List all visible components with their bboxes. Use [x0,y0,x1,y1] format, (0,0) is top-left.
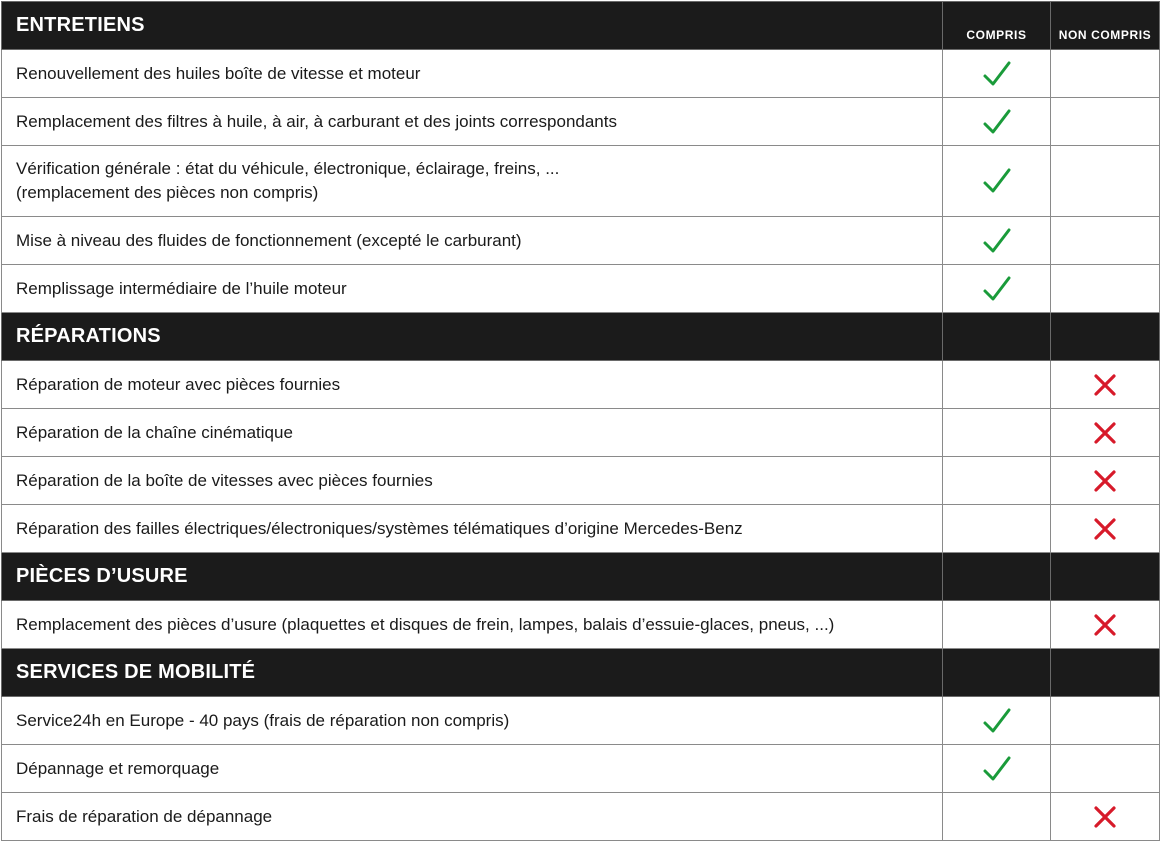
included-cell [943,601,1051,649]
description-line: Réparation de moteur avec pièces fournies [16,374,341,394]
cross-icon [1090,370,1120,400]
check-icon [982,59,1012,89]
description-line: Mise à niveau des fluides de fonctionnement (excepté le carburant) [16,230,522,250]
cross-icon [1090,610,1120,640]
excluded-cell [1051,361,1160,409]
excluded-cell [1051,601,1160,649]
included-cell [943,793,1051,841]
table-row [2,50,1160,98]
table-row [2,601,1160,649]
coverage-table-body [2,2,1160,841]
section-header-row [2,649,1160,697]
section-header-row [2,313,1160,361]
table-row [2,98,1160,146]
section-header-blank-cell [943,649,1051,697]
coverage-table [1,1,1160,841]
section-header-blank-cell [943,313,1051,361]
included-cell [943,457,1051,505]
description-line: Réparation de la boîte de vitesses avec pièces fournies [16,470,433,490]
included-cell [943,98,1051,146]
table-row [2,146,1160,217]
row-description [2,50,943,98]
check-icon [982,166,1012,196]
check-icon [982,226,1012,256]
excluded-cell [1051,697,1160,745]
included-cell [943,50,1051,98]
section-title: RÉPARATIONS [2,313,943,361]
table-row [2,217,1160,265]
section-header-row [2,553,1160,601]
section-header-blank-cell [943,553,1051,601]
section-header-blank-cell [1051,313,1160,361]
included-cell [943,265,1051,313]
row-description [2,217,943,265]
table-row [2,409,1160,457]
description-line: Réparation des failles électriques/électroniques/systèmes télématiques d’origine Mercedes-Benz [16,518,743,538]
row-description [2,601,943,649]
description-line: Réparation de la chaîne cinématique [16,422,293,442]
section-header-blank-cell [1051,553,1160,601]
included-cell [943,697,1051,745]
table-row [2,265,1160,313]
excluded-cell [1051,457,1160,505]
column-header-excluded: NON COMPRIS [1051,2,1160,50]
excluded-cell [1051,265,1160,313]
included-cell [943,146,1051,217]
description-line: Remplacement des filtres à huile, à air, à carburant et des joints correspondants [16,111,617,131]
row-description [2,505,943,553]
row-description [2,697,943,745]
included-cell [943,361,1051,409]
row-description [2,793,943,841]
row-description [2,265,943,313]
row-description [2,745,943,793]
row-description [2,457,943,505]
section-header-blank-cell [1051,649,1160,697]
excluded-cell [1051,50,1160,98]
table-row [2,745,1160,793]
description-line: Dépannage et remorquage [16,758,220,778]
included-cell [943,745,1051,793]
check-icon [982,274,1012,304]
row-description [2,146,943,217]
included-cell [943,409,1051,457]
excluded-cell [1051,146,1160,217]
description-line: Remplacement des pièces d’usure (plaquettes et disques de frein, lampes, balais d’essuie-glaces, pneus, ...) [16,614,835,634]
row-description [2,361,943,409]
description-line: (remplacement des pièces non compris) [16,183,319,202]
check-icon [982,107,1012,137]
excluded-cell [1051,793,1160,841]
section-header-row [2,2,1160,50]
section-title: PIÈCES D’USURE [2,553,943,601]
description-line: Remplissage intermédiaire de l’huile moteur [16,278,347,298]
description-line: Vérification générale : état du véhicule, électronique, éclairage, freins, ... [16,159,560,178]
table-row [2,793,1160,841]
check-icon [982,754,1012,784]
description-line: Frais de réparation de dépannage [16,806,273,826]
row-description [2,98,943,146]
table-row [2,457,1160,505]
excluded-cell [1051,505,1160,553]
cross-icon [1090,418,1120,448]
check-icon [982,706,1012,736]
included-cell [943,505,1051,553]
table-row [2,361,1160,409]
excluded-cell [1051,98,1160,146]
excluded-cell [1051,217,1160,265]
column-header-included: COMPRIS [943,2,1051,50]
cross-icon [1090,514,1120,544]
cross-icon [1090,466,1120,496]
excluded-cell [1051,745,1160,793]
row-description [2,409,943,457]
included-cell [943,217,1051,265]
description-line: Service24h en Europe - 40 pays (frais de réparation non compris) [16,710,510,730]
table-row [2,697,1160,745]
cross-icon [1090,802,1120,832]
section-title: SERVICES DE MOBILITÉ [2,649,943,697]
description-line: Renouvellement des huiles boîte de vitesse et moteur [16,63,421,83]
table-row [2,505,1160,553]
excluded-cell [1051,409,1160,457]
section-title: ENTRETIENS [2,2,943,50]
